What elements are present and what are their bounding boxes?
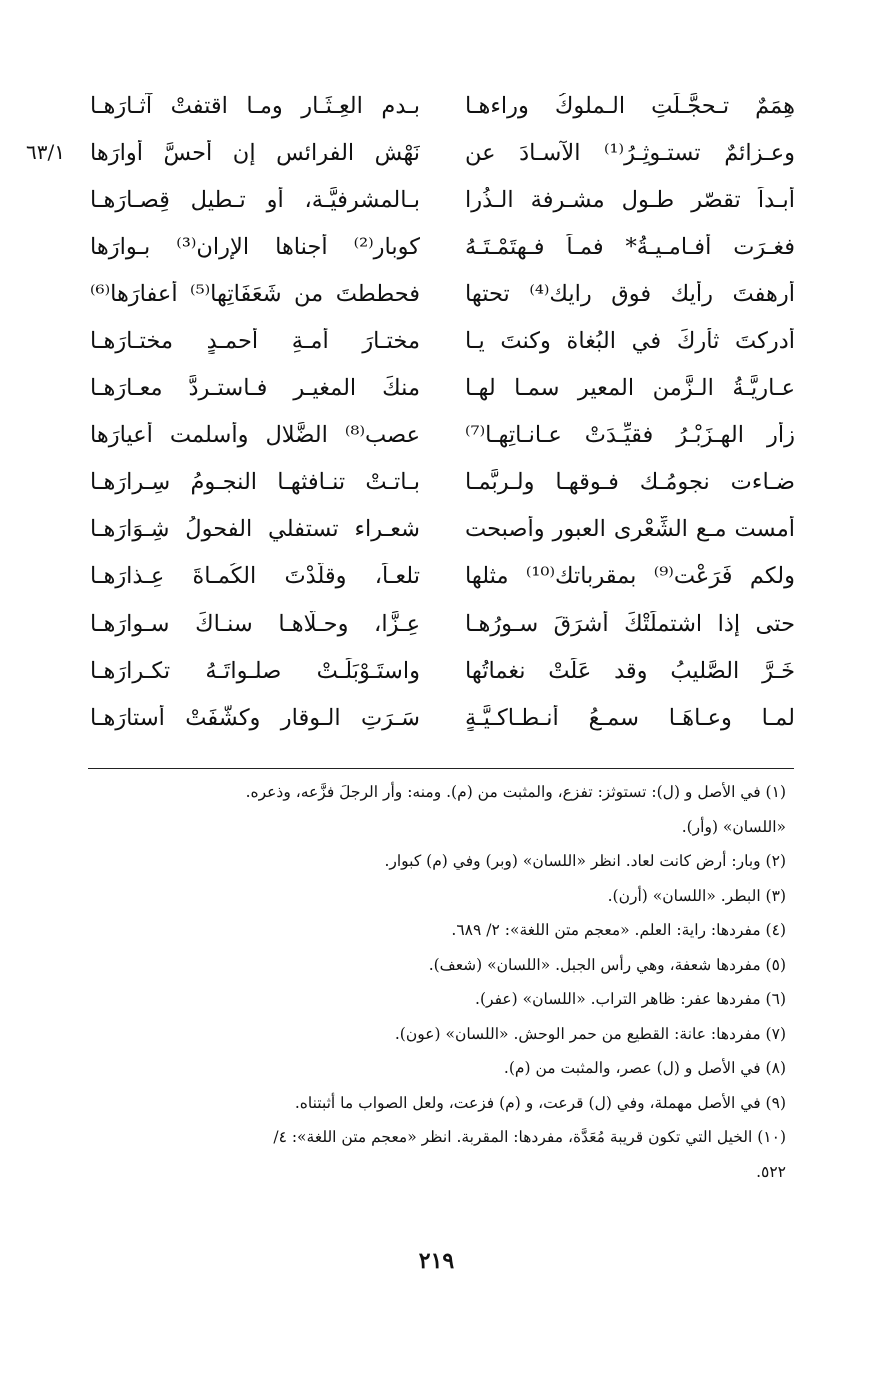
footnote-line: (٩) في الأصل مهملة، وفي (ل) قرعت، و (م) فزعت، ولعل الصواب ما أثبتناه. — [294, 1093, 786, 1112]
footnote-line: (٨) في الأصل و (ل) عصر، والمثبت من (م). — [503, 1059, 786, 1077]
footnote-line: ٥٢٢. — [756, 1162, 786, 1181]
footnote-line: (٧) مفردها: عانة: القطيع من حمر الوحش. «اللسان» (عون). — [394, 1024, 786, 1043]
footnote-line: (٦) مفردها عفر: ظاهر التراب. «اللسان» (عفر). — [475, 990, 786, 1008]
verse-first-hemistich: أرهفتَ رأيك فوق رايك⁽⁴⁾ تحتها — [465, 280, 795, 307]
footnote-line: (٢) وبار: أرض كانت لعاد. انظر «اللسان» (وبر) وفي (م) كبوار. — [384, 852, 786, 870]
footnote-line: (١٠) الخيل التي تكون قريبة مُعَدَّة، مفردها: المقربة. انظر «معجم متن اللغة»: ٤/ — [273, 1128, 786, 1146]
verse-line — [90, 223, 795, 270]
verse-first-hemistich: حتى إذا اشتملَتْكَ أشرَقَ سـورُهـا — [465, 610, 795, 637]
footnote-line: (٤) مفردها: راية: العلم. «معجم متن اللغة»: ٢/ ٦٨٩. — [451, 921, 786, 939]
verse-second-hemistich: كوبار⁽²⁾ أجناها الإران⁽³⁾ بـوارَها — [90, 233, 420, 260]
page-number: ٢١٩ — [418, 1248, 455, 1274]
verse-second-hemistich: عصب⁽⁸⁾ الضَّلال وأسلمت أعيارَها — [90, 422, 420, 449]
poem — [90, 82, 795, 741]
verse-first-hemistich: وعـزائمٌ تستـوثِـرُ⁽¹⁾ الآسـادَ عن — [465, 139, 795, 166]
verse-line — [90, 176, 795, 223]
verse-first-hemistich: فغـرَت أفـامـيـةُ* فمـاً فـهتَمْـتَـهُ — [465, 233, 795, 260]
verse-line — [90, 129, 795, 176]
verse-line — [90, 553, 795, 600]
verse-line — [90, 82, 795, 129]
verse-line — [90, 412, 795, 459]
verse-line — [90, 600, 795, 647]
verse-first-hemistich: عـاريَّـةُ الـزَّمن المعيرِ سمـا لهـا — [465, 375, 795, 402]
verse-second-hemistich: شعـراء تستفلي الفحولُ شِـوَارَهـا — [90, 516, 420, 543]
verse-line — [90, 459, 795, 506]
footnote-line: (٣) البطر. «اللسان» (أرن). — [607, 886, 786, 905]
footnote-line: «اللسان» (وأر). — [681, 817, 786, 836]
verse-second-hemistich: واستَـوْبَلَـتْ صلـواتَـهُ تكـرارَهـا — [90, 657, 420, 684]
verse-first-hemistich: زأر الهِـزَبْـرُ فقيِّـدَتْ عـانـاتِهـا⁽⁷⁾ — [465, 422, 795, 449]
verse-second-hemistich: بـدمِ العِـثَـارِ ومـا اقتفتْ آثـارَهـا — [90, 92, 420, 119]
verse-first-hemistich: خَـرَّ الصَّليبُ وقد عَلَتْ نغماتُها — [465, 657, 795, 684]
verse-first-hemistich: لمـا وعـاهَـا سمـعُ أنـطـاكـيَّـةٍ — [465, 704, 795, 731]
verse-first-hemistich: أبـداً تقصّر طـول مشـرفة الـذُرا — [465, 186, 795, 213]
verse-second-hemistich: عِـزَّا، وحـلَّاهـا سنـاكَ سـوارَهـا — [90, 610, 420, 637]
verse-first-hemistich: أدركتَ ثأركَ في البُغاة وكنتَ يـا — [465, 328, 795, 355]
verse-line — [90, 270, 795, 317]
verse-second-hemistich: مختـارَ أمـةِ أحمـدٍ مختـارَهـا — [90, 328, 420, 355]
verse-second-hemistich: نَهْشِ الفرائسِ إن أحسَّ أُوارَها — [90, 139, 420, 166]
verse-first-hemistich: أمست مـع الشِّعْرى العبورِ وأصبحت — [465, 516, 795, 543]
verse-second-hemistich: بـالمشرفيَّـة، أو تـطيل قِصـارَهـا — [90, 186, 420, 213]
margin-reference: ٦٣/١ — [26, 140, 65, 164]
verse-second-hemistich: سَـرَتِ الـوقار وكشَّفَتْ أستارَهـا — [90, 704, 420, 731]
verse-second-hemistich: بـاتـتْ تنـافثهـا النجـومُ سِـرارَهـا — [90, 469, 420, 496]
verse-first-hemistich: ولكم فَرَعْت⁽⁹⁾ بمقرباتك⁽¹⁰⁾ مثلها — [465, 563, 795, 590]
footnotes — [80, 775, 786, 1189]
verse-first-hemistich: ضـاءت نجومُـك فـوقهـا ولـربَّمـا — [465, 469, 795, 496]
verse-first-hemistich: هِمَمٌ تـحجَّـلَتِ الـملوكُ وراءهـا — [465, 92, 795, 119]
verse-line — [90, 365, 795, 412]
verse-line — [90, 317, 795, 364]
verse-line — [90, 647, 795, 694]
verse-line — [90, 694, 795, 741]
verse-second-hemistich: منكَ المغيـر فـاستـردَّ معـارَهـا — [90, 375, 420, 402]
verse-line — [90, 506, 795, 553]
footnote-line: (٥) مفردها شعفة، وهي رأس الجبل. «اللسان» (شعف). — [428, 955, 786, 974]
footnote-divider — [88, 768, 794, 769]
footnote-line: (١) في الأصل و (ل): تستوثز: تفزع، والمثبت من (م). ومنه: وأر الرجلَ فزَّعه، وذعره. — [245, 783, 786, 801]
verse-second-hemistich: فحططتَ من شَعَفَاتِها⁽⁵⁾ أعفارَها⁽⁶⁾ — [90, 280, 420, 307]
verse-second-hemistich: تلعـاً، وقلَّدْتَ الكُمـاةَ عِـذارَهـا — [90, 563, 420, 590]
